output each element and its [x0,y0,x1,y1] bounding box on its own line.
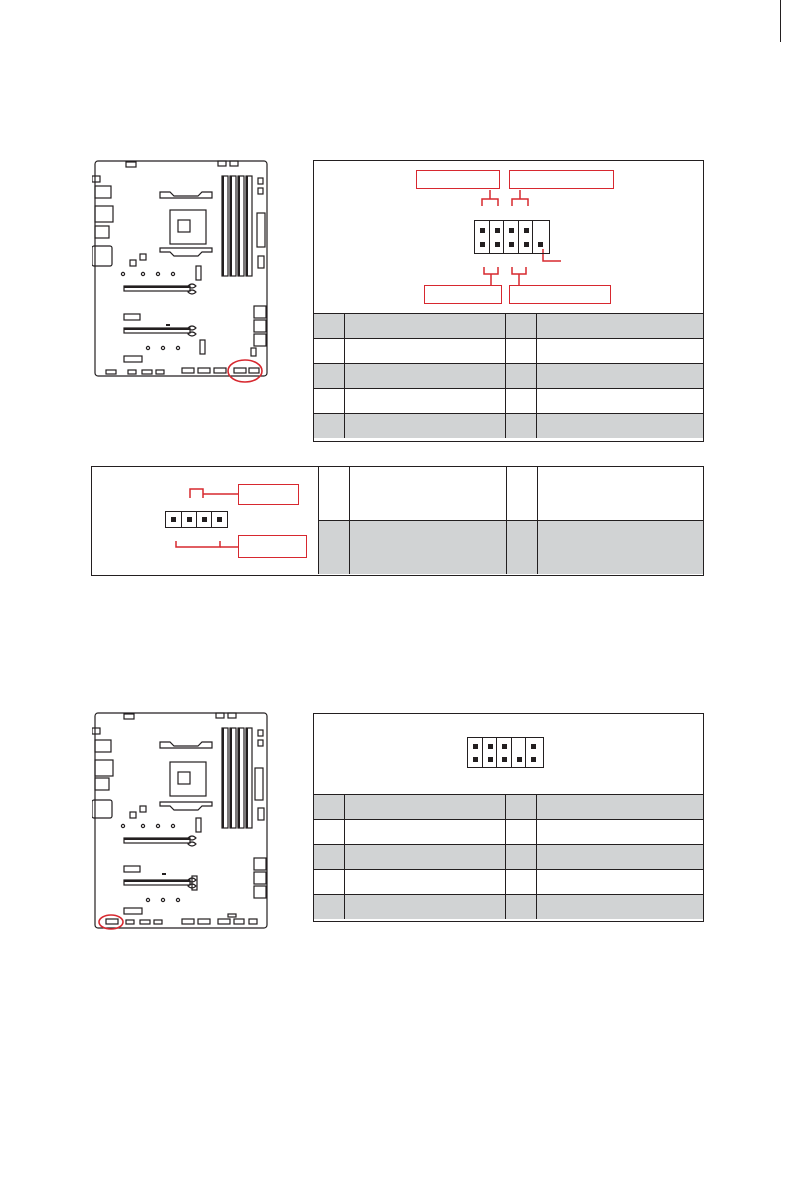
pin-header-2x5 [474,220,550,254]
motherboard-diagram-top [92,158,270,384]
table-row [314,895,703,920]
pin-definition-panel-3 [313,713,704,922]
pin-table-3 [314,794,703,919]
table-row [314,414,703,439]
page-cut-line [780,0,781,42]
pin-table-2 [318,467,703,574]
header-diagram-1 [314,161,705,313]
table-row [314,364,703,389]
table-row [314,389,703,414]
header-diagram-3 [314,714,705,794]
pin-header-2x5 [467,737,544,768]
table-row [314,339,703,364]
table-row [319,467,704,521]
table-row [319,521,704,575]
motherboard-diagram-bottom [92,710,270,932]
table-row [314,870,703,895]
table-row [314,314,703,339]
table-row [314,795,703,820]
table-row [314,820,703,845]
pin-header-1x4 [165,511,228,528]
pin-definition-panel-2 [91,466,704,576]
pin-table-1 [314,313,703,438]
table-row [314,845,703,870]
pin-definition-panel-1 [313,160,704,442]
